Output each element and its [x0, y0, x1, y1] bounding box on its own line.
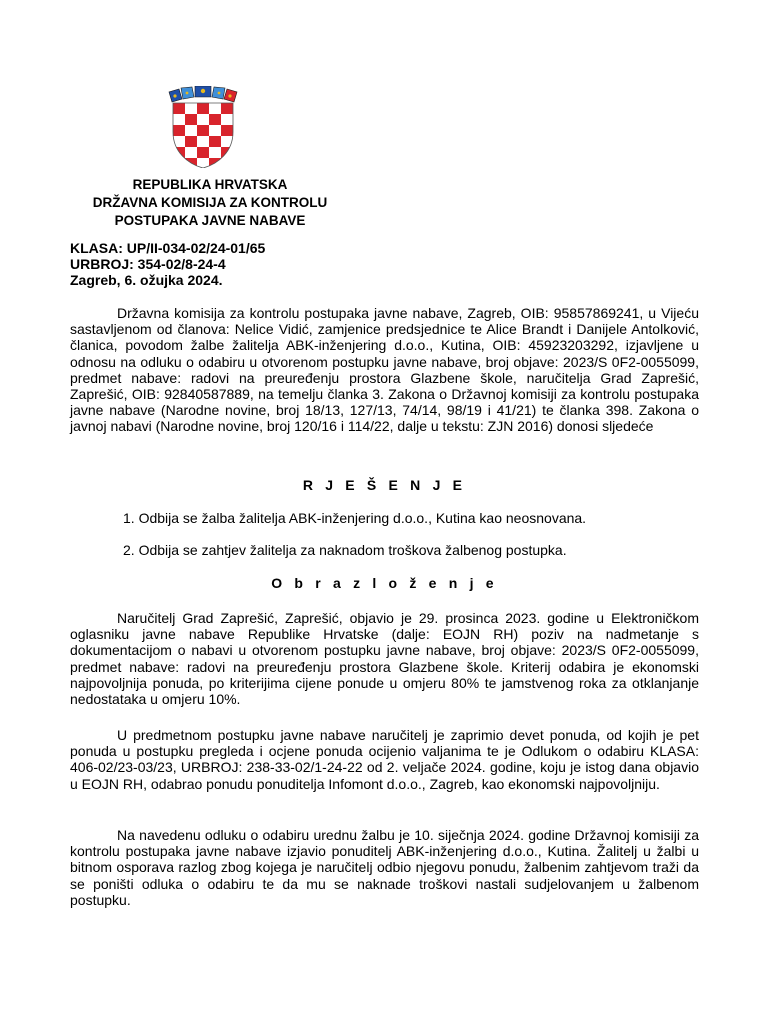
decision-heading: R J E Š E N J E — [302, 477, 467, 493]
reasoning-paragraph-3: Na navedenu odluku o odabiru urednu žalbu je 10. siječnja 2024. godine Državnoj komisiji za kontrolu postupaka javne nabave izjavio ponuditelj ABK-inženjering d.o.o., Kutina. Žalitelj u žalbi u bitnom osporava razlog zbog kojega je naručitelj odbio njegovu ponudu, žalbenim zahtjevom traži da se poništi odluka o odabiru te da mu se naknade troškovi nastali sudjelovanjem u žalbenom postupku. — [70, 827, 699, 908]
authority-line-2: DRŽAVNA KOMISIJA ZA KONTROLU — [92, 195, 328, 210]
klasa-number: KLASA: UP/II-034-02/24-01/65 — [70, 240, 266, 256]
issuing-authority — [60, 176, 360, 230]
reasoning-paragraph-1: Naručitelj Grad Zaprešić, Zaprešić, objavio je 29. prosinca 2023. godine u Elektroničkom oglasniku javne nabave Republike Hrvatske (dalje: EOJN RH) poziv na nadmetanje s dokumentacijom o nabavi u otvorenom postupku javne nabave, broj objave: 2023/S 0F2-0055099, predmet nabave: radovi na preuređenju prostora Glazbene škole. Kriterij odabira je ekonomski najpovoljnija ponuda, po kriterijima cijene ponude u omjeru 80% te jamstvenog roka za otklanjanje nedostataka u omjeru 10%. — [70, 610, 699, 708]
reasoning-heading: O b r a z l o ž e n j e — [271, 575, 498, 591]
intro-paragraph: Državna komisija za kontrolu postupaka javne nabave, Zagreb, OIB: 95857869241, u Vijeću sastavljenom od članova: Nelice Vidić, zamjenice predsjednice te Alice Brandt i Danijele Antolković, članica, povodom žalbe žalitelja ABK-inženjering d.o.o., Kutina, OIB: 45923203292, izjavljene u odnosu na odluku o odabiru u otvorenom postupku javne nabave, broj objave: 2023/S 0F2-0055099, predmet nabave: radovi na preuređenju prostora Glazbene škole, naručitelja Grad Zaprešić, Zaprešić, OIB: 92840587889, na temelju članka 3. Zakona o Državnoj komisiji za kontrolu postupaka javne nabave (Narodne novine, broj 18/13, 127/13, 74/14, 98/19 i 41/21) te članka 398. Zakona o javnoj nabavi (Narodne novine, broj 120/16 i 114/22, dalje u tekstu: ZJN 2016) donosi sljedeće — [70, 305, 699, 435]
decision-item-1: 1. Odbija se žalba žalitelja ABK-inženjering d.o.o., Kutina kao neosnovana. — [123, 510, 587, 526]
decision-item-2: 2. Odbija se zahtjev žalitelja za naknadom troškova žalbenog postupka. — [123, 542, 567, 558]
document-reference — [70, 240, 470, 288]
authority-line-1: REPUBLIKA HRVATSKA — [132, 177, 288, 192]
urbroj-number: URBROJ: 354-02/8-24-4 — [70, 256, 226, 272]
croatian-coat-of-arms-icon — [166, 86, 240, 168]
place-and-date: Zagreb, 6. ožujka 2024. — [70, 272, 223, 288]
reasoning-paragraph-2: U predmetnom postupku javne nabave naručitelj je zaprimio devet ponuda, od kojih je pet ponuda u postupku pregleda i ocjene ponuda ocijenio valjanima te je Odlukom o odabiru KLASA: 406-02/23-03/23, URBROJ: 238-33-02/1-24-22 od 2. veljače 2024. godine, koju je istog dana objavio u EOJN RH, odabrao ponudu ponuditelja Infomont d.o.o., Zagreb, kao ekonomski najpovoljniju. — [70, 727, 699, 792]
authority-line-3: POSTUPAKA JAVNE NABAVE — [114, 213, 306, 228]
